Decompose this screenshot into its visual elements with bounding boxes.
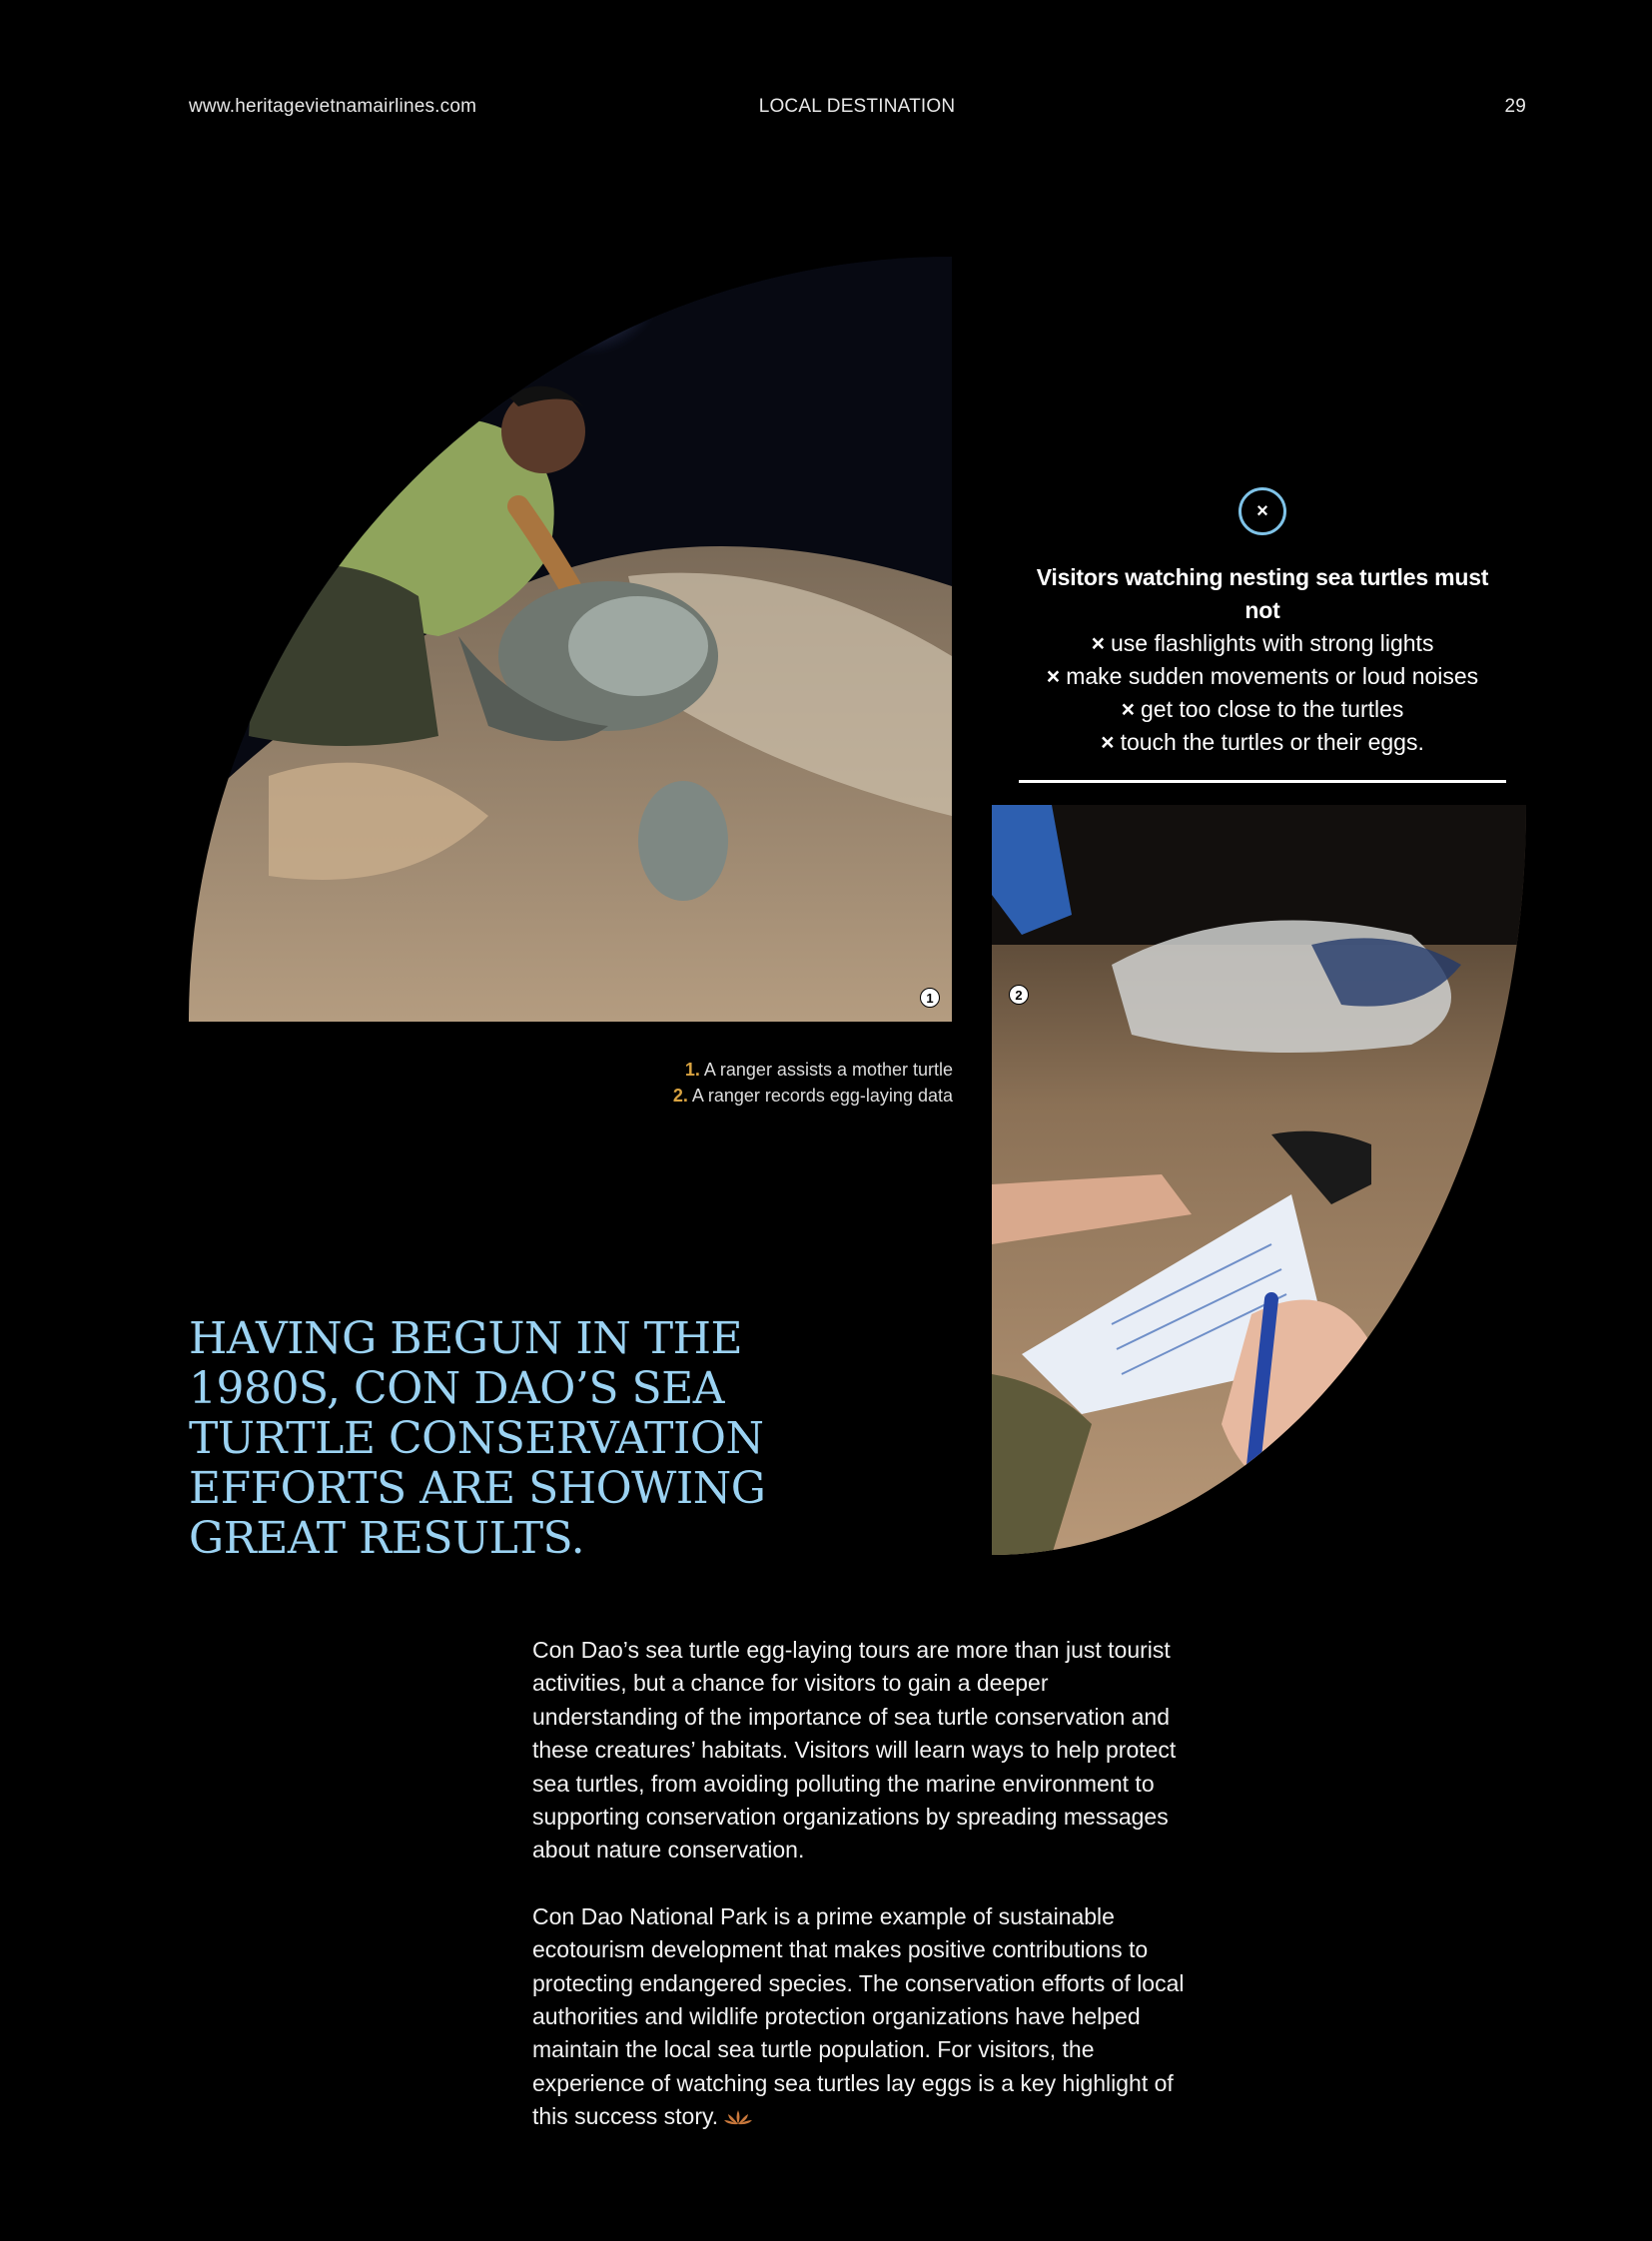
visitor-rules — [1019, 487, 1506, 759]
cross-icon: × — [1101, 729, 1115, 755]
caption-number: 2. — [672, 1086, 688, 1106]
caption-text: A ranger records egg-laying data — [691, 1086, 953, 1106]
rules-list — [1019, 561, 1506, 759]
rule-item: × make sudden movements or loud noises — [1046, 663, 1479, 689]
paragraph-1: Con Dao’s sea turtle egg-laying tours are more than just tourist activities, but a chance for visitors to gain a deeper understanding of the importance of sea turtle conservation and these creatures’ habitats. Visitors will learn ways to help protect sea turtles, from avoiding polluting the marine environment to supporting conservation organizations by spreading messages about nature conservation. — [532, 1637, 1177, 1864]
cross-icon: × — [1121, 696, 1136, 722]
website-url[interactable]: www.heritagevietnamairlines.com — [189, 96, 477, 117]
caption-number: 1. — [684, 1060, 700, 1080]
section-title: LOCAL DESTINATION — [758, 96, 956, 117]
rules-title: Visitors watching nesting sea turtles must not — [1036, 564, 1489, 623]
lotus-icon — [724, 2102, 752, 2135]
caption-1 — [673, 1057, 953, 1083]
pull-quote: HAVING BEGUN IN THE 1980S, CON DAO’S SEA TURTLE CONSERVATION EFFORTS ARE SHOWING GREAT RESULTS. — [189, 1313, 766, 1564]
caption-text: A ranger assists a mother turtle — [703, 1060, 953, 1080]
photo-ranger-notebook-illustration — [992, 805, 1526, 1555]
page-number: 29 — [1504, 96, 1526, 117]
photo-ranger-turtle-illustration — [189, 257, 952, 1022]
paragraph-2-text: Con Dao National Park is a prime example of sustainable ecotourism development that makes positive contributions to protecting endangered species. The conservation efforts of local authorities and wildlife protection organizations have helped maintain the local sea turtle population. For visitors, the experience of watching sea turtles lay eggs is a key highlight of this success story. — [532, 1902, 1185, 2130]
photo-ranger-assists-turtle — [189, 257, 952, 1022]
close-icon: × — [1239, 487, 1286, 535]
rule-item: × use flashlights with strong lights — [1091, 630, 1434, 656]
divider-line — [1019, 780, 1506, 783]
paragraph-2 — [532, 1900, 1192, 2136]
article-body — [532, 1634, 1192, 2169]
cross-icon: × — [1046, 663, 1061, 689]
rule-item: × touch the turtles or their eggs. — [1101, 729, 1424, 755]
photo-number-badge-2: 2 — [1009, 985, 1029, 1005]
rule-item: × get too close to the turtles — [1121, 696, 1404, 722]
caption-2 — [673, 1083, 953, 1109]
photo-captions — [673, 1057, 953, 1109]
cross-icon: × — [1091, 630, 1105, 656]
photo-ranger-records-data — [992, 805, 1526, 1555]
photo-number-badge-1: 1 — [920, 988, 940, 1008]
